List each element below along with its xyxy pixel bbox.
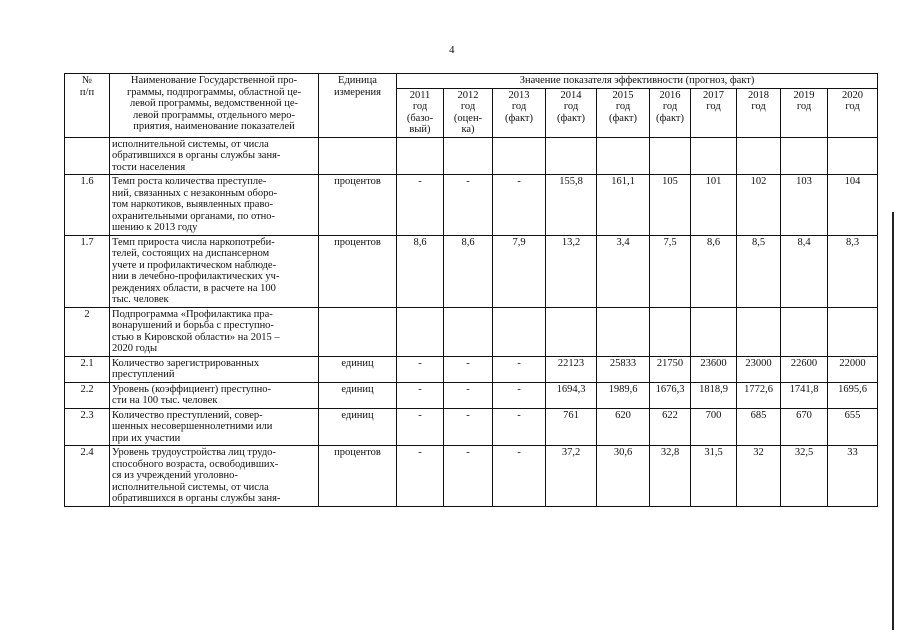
value-cell: -	[444, 382, 493, 408]
indicator-name: Темп прироста числа наркопотреби- телей, состоящих на диспансерном учете и профилактическом наблюде- нии в лечебно-профилактических уч- реждениях области, в расчете на 100 тыс. человек	[110, 235, 319, 307]
value-cell: 21750	[650, 356, 691, 382]
value-cell: -	[493, 408, 546, 446]
value-cell: 23000	[737, 356, 781, 382]
value-cell: 25833	[597, 356, 650, 382]
value-cell: -	[397, 446, 444, 507]
table-row	[65, 175, 878, 236]
value-cell: 31,5	[691, 446, 737, 507]
value-cell: -	[397, 382, 444, 408]
indicator-name: Темп роста количества преступле- ний, связанных с незаконным оборо- том наркотиков, выявленных право- охранительными органами, по отно- шению к 2013 году	[110, 175, 319, 236]
scan-edge-line	[892, 212, 894, 630]
table-row	[65, 382, 878, 408]
value-cell	[493, 307, 546, 356]
value-cell	[691, 137, 737, 175]
row-number: 1.6	[65, 175, 110, 236]
indicator-name: Количество зарегистрированных преступлений	[110, 356, 319, 382]
value-cell	[444, 137, 493, 175]
value-cell	[493, 137, 546, 175]
value-cell: -	[493, 446, 546, 507]
value-cell: 33	[828, 446, 878, 507]
indicator-name: Уровень трудоустройства лиц трудо- способного возраста, освободивших- ся из учреждений уголовно- исполнительной системы, от числа обратившихся в органы службы заня-	[110, 446, 319, 507]
header-year-6: 2017 год	[691, 88, 737, 137]
row-number: 2.4	[65, 446, 110, 507]
table-row	[65, 356, 878, 382]
value-cell: 7,9	[493, 235, 546, 307]
value-cell: -	[444, 408, 493, 446]
row-number: 2.1	[65, 356, 110, 382]
unit-cell	[319, 137, 397, 175]
value-cell: -	[493, 356, 546, 382]
header-year-8: 2019 год	[781, 88, 828, 137]
value-cell: 8,4	[781, 235, 828, 307]
value-cell: 105	[650, 175, 691, 236]
indicator-name: исполнительной системы, от числа обратившихся в органы службы заня- тости населения	[110, 137, 319, 175]
indicator-name: Количество преступлений, совер- шенных несовершеннолетними или при их участии	[110, 408, 319, 446]
value-cell: 3,4	[597, 235, 650, 307]
value-cell	[650, 137, 691, 175]
value-cell: 13,2	[546, 235, 597, 307]
table-row	[65, 446, 878, 507]
value-cell: -	[397, 356, 444, 382]
value-cell: 161,1	[597, 175, 650, 236]
value-cell	[397, 137, 444, 175]
value-cell	[444, 307, 493, 356]
header-row-1	[65, 74, 878, 89]
row-number	[65, 137, 110, 175]
value-cell: 7,5	[650, 235, 691, 307]
value-cell: 32,8	[650, 446, 691, 507]
row-number: 2	[65, 307, 110, 356]
value-cell: 32,5	[781, 446, 828, 507]
value-cell	[828, 137, 878, 175]
header-year-7: 2018 год	[737, 88, 781, 137]
value-cell: 8,6	[397, 235, 444, 307]
table-header	[65, 74, 878, 138]
unit-cell	[319, 307, 397, 356]
value-cell	[781, 137, 828, 175]
unit-cell: единиц	[319, 382, 397, 408]
value-cell: 8,6	[444, 235, 493, 307]
value-cell	[597, 137, 650, 175]
page-number: 4	[449, 44, 455, 56]
header-unit: Единица измерения	[319, 74, 397, 138]
value-cell: 1695,6	[828, 382, 878, 408]
unit-cell: процентов	[319, 446, 397, 507]
value-cell: -	[493, 175, 546, 236]
value-cell: 761	[546, 408, 597, 446]
header-year-0: 2011 год (базо- вый)	[397, 88, 444, 137]
value-cell: 1676,3	[650, 382, 691, 408]
value-cell	[597, 307, 650, 356]
value-cell	[737, 137, 781, 175]
row-number: 2.3	[65, 408, 110, 446]
table-body	[65, 137, 878, 506]
value-cell: -	[397, 408, 444, 446]
value-cell: 8,6	[691, 235, 737, 307]
table-row	[65, 137, 878, 175]
header-year-4: 2015 год (факт)	[597, 88, 650, 137]
value-cell: 103	[781, 175, 828, 236]
row-number: 1.7	[65, 235, 110, 307]
table-row	[65, 235, 878, 307]
value-cell: 1818,9	[691, 382, 737, 408]
unit-cell: единиц	[319, 408, 397, 446]
table-row	[65, 408, 878, 446]
header-values-title: Значение показателя эффективности (прогноз, факт)	[397, 74, 878, 89]
value-cell: 670	[781, 408, 828, 446]
row-number: 2.2	[65, 382, 110, 408]
value-cell: 1989,6	[597, 382, 650, 408]
value-cell: -	[444, 175, 493, 236]
value-cell: 1772,6	[737, 382, 781, 408]
unit-cell: процентов	[319, 235, 397, 307]
header-name: Наименование Государственной про- граммы, подпрограммы, областной це- левой программы, ведомственной це- левой программы, отдельного меро- приятия, наименование показателей	[110, 74, 319, 138]
value-cell: 104	[828, 175, 878, 236]
value-cell: 655	[828, 408, 878, 446]
indicator-name: Уровень (коэффициент) преступно- сти на 100 тыс. человек	[110, 382, 319, 408]
indicator-name: Подпрограмма «Профилактика пра- вонарушений и борьба с преступно- стью в Кировской области» на 2015 – 2020 годы	[110, 307, 319, 356]
value-cell	[650, 307, 691, 356]
header-year-1: 2012 год (оцен- ка)	[444, 88, 493, 137]
value-cell: 32	[737, 446, 781, 507]
value-cell: 23600	[691, 356, 737, 382]
value-cell	[397, 307, 444, 356]
value-cell	[691, 307, 737, 356]
value-cell: 22000	[828, 356, 878, 382]
header-num: № п/п	[65, 74, 110, 138]
value-cell	[546, 137, 597, 175]
value-cell	[737, 307, 781, 356]
value-cell: 155,8	[546, 175, 597, 236]
header-year-3: 2014 год (факт)	[546, 88, 597, 137]
value-cell: 102	[737, 175, 781, 236]
header-year-2: 2013 год (факт)	[493, 88, 546, 137]
value-cell: 1694,3	[546, 382, 597, 408]
value-cell	[546, 307, 597, 356]
header-year-5: 2016 год (факт)	[650, 88, 691, 137]
value-cell: 622	[650, 408, 691, 446]
value-cell	[781, 307, 828, 356]
value-cell: 30,6	[597, 446, 650, 507]
value-cell: 37,2	[546, 446, 597, 507]
value-cell	[828, 307, 878, 356]
table-row	[65, 307, 878, 356]
value-cell: -	[444, 356, 493, 382]
value-cell: 700	[691, 408, 737, 446]
indicators-table	[64, 73, 878, 507]
value-cell: -	[493, 382, 546, 408]
unit-cell: процентов	[319, 175, 397, 236]
unit-cell: единиц	[319, 356, 397, 382]
value-cell: 620	[597, 408, 650, 446]
value-cell: -	[397, 175, 444, 236]
value-cell: 22600	[781, 356, 828, 382]
value-cell: -	[444, 446, 493, 507]
value-cell: 22123	[546, 356, 597, 382]
value-cell: 1741,8	[781, 382, 828, 408]
value-cell: 101	[691, 175, 737, 236]
value-cell: 8,5	[737, 235, 781, 307]
value-cell: 8,3	[828, 235, 878, 307]
value-cell: 685	[737, 408, 781, 446]
header-year-9: 2020 год	[828, 88, 878, 137]
